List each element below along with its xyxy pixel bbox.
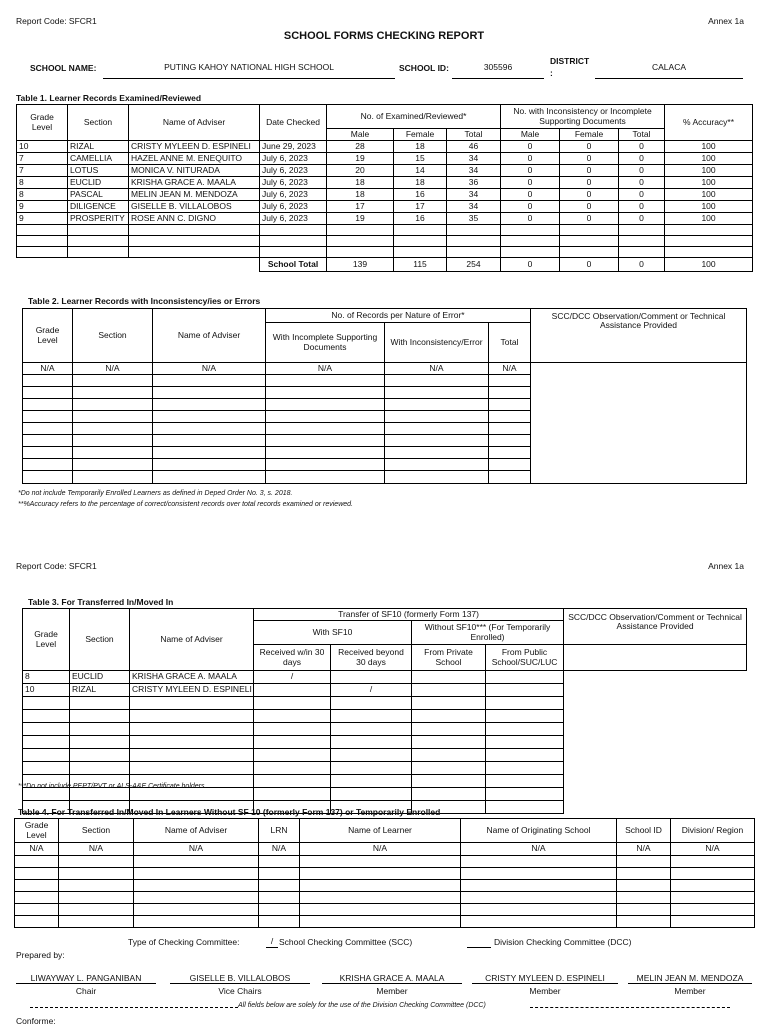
table-row [15, 843, 755, 856]
t1-cell: 18 [327, 189, 394, 201]
t1-total-total: 254 [447, 258, 501, 272]
note-3: ***Do not include PEPT/PVT or ALS-A&E Certificate holders. [18, 783, 207, 790]
t2-cell: N/A [489, 363, 531, 375]
school-id-label: SCHOOL ID: [399, 63, 449, 73]
t1-cell: 18 [327, 177, 394, 189]
t1-header-grade: Grade Level [17, 105, 68, 141]
scc-label: School Checking Committee (SCC) [279, 937, 413, 947]
t1-cell: GISELLE B. VILLALOBOS [129, 201, 260, 213]
t1-cell: 46 [447, 141, 501, 153]
t3-cell: / [254, 671, 331, 684]
t2-cell: N/A [153, 363, 266, 375]
t1-cell: 0 [501, 189, 560, 201]
t1-cell: July 6, 2023 [260, 201, 327, 213]
t1-cell: 18 [394, 141, 447, 153]
t1-cell: EUCLID [68, 177, 129, 189]
page-title: SCHOOL FORMS CHECKING REPORT [283, 30, 485, 42]
district-label: DISTRICT [550, 56, 590, 66]
school-id-field: 305596 [452, 62, 544, 79]
t3-header-grade: Grade Level [23, 609, 70, 671]
dcc-divider-left [30, 1007, 238, 1008]
table-row [17, 189, 753, 201]
t1-cell: 19 [327, 213, 394, 225]
signatory-name: GISELLE B. VILLALOBOS [170, 973, 310, 984]
t1-cell: 16 [394, 213, 447, 225]
t4-header-origin-school: Name of Originating School [461, 819, 617, 843]
t2-cell: N/A [266, 363, 385, 375]
t1-cell: 0 [619, 153, 665, 165]
t1-total-inc-female: 0 [560, 258, 619, 272]
t1-cell: 10 [17, 141, 68, 153]
table1 [16, 104, 753, 272]
t1-header-date: Date Checked [260, 105, 327, 141]
t1-header-total: Total [619, 129, 665, 141]
t3-cell: 8 [23, 671, 70, 684]
t1-cell: 16 [394, 189, 447, 201]
t1-cell: 17 [327, 201, 394, 213]
t1-cell: 0 [619, 141, 665, 153]
t3-cell: RIZAL [70, 684, 130, 697]
t1-header-adviser: Name of Adviser [129, 105, 260, 141]
signatory-name: KRISHA GRACE A. MAALA [322, 973, 462, 984]
t2-header-total: Total [489, 323, 531, 363]
t1-cell: 0 [560, 165, 619, 177]
t1-cell: 15 [394, 153, 447, 165]
t4-header-section: Section [59, 819, 134, 843]
t1-cell: 0 [619, 165, 665, 177]
signatory-role: Member [674, 986, 706, 996]
t1-cell: 34 [447, 153, 501, 165]
t2-header-section: Section [73, 309, 153, 363]
table-row [23, 363, 747, 375]
t1-cell: 9 [17, 201, 68, 213]
signatory-role: Vice Chairs [218, 986, 262, 996]
signatory-name: LIWAYWAY L. PANGANIBAN [16, 973, 156, 984]
t1-total-row [17, 258, 753, 272]
t1-cell: 34 [447, 189, 501, 201]
t1-cell: 0 [501, 177, 560, 189]
t1-cell: MONICA V. NITURADA [129, 165, 260, 177]
t4-header-adviser: Name of Adviser [134, 819, 259, 843]
t1-cell: 14 [394, 165, 447, 177]
t1-cell: 0 [619, 201, 665, 213]
scc-checkbox[interactable]: / [266, 936, 278, 948]
t1-total-label: School Total [260, 258, 327, 272]
t1-cell: 0 [560, 213, 619, 225]
table2 [22, 308, 747, 484]
t1-cell: PASCAL [68, 189, 129, 201]
t1-cell: 7 [17, 153, 68, 165]
table-row [17, 165, 753, 177]
t1-cell: KRISHA GRACE A. MAALA [129, 177, 260, 189]
signatory-name: CRISTY MYLEEN D. ESPINELI [472, 973, 618, 984]
t3-cell: CRISTY MYLEEN D. ESPINELI [130, 684, 254, 697]
committee-label: Type of Checking Committee: [128, 937, 240, 947]
t1-cell: CRISTY MYLEEN D. ESPINELI [129, 141, 260, 153]
t1-header-accuracy: % Accuracy** [665, 105, 753, 141]
table3-title: Table 3. For Transferred In/Moved In [28, 597, 174, 607]
t4-cell: N/A [300, 843, 461, 856]
t2-cell: N/A [23, 363, 73, 375]
signatory-name: MELIN JEAN M. MENDOZA [628, 973, 752, 984]
t1-cell: 0 [619, 213, 665, 225]
signatory-role: Member [529, 986, 561, 996]
t4-cell: N/A [461, 843, 617, 856]
t1-total-accuracy: 100 [665, 258, 753, 272]
t3-header-private: From Private School [412, 645, 486, 671]
t3-cell [331, 671, 412, 684]
t1-header-female: Female [394, 129, 447, 141]
t1-cell: 9 [17, 213, 68, 225]
dcc-label: Division Checking Committee (DCC) [494, 937, 632, 947]
t2-cell: N/A [385, 363, 489, 375]
t1-header-section: Section [68, 105, 129, 141]
t1-cell: 28 [327, 141, 394, 153]
t1-cell: 17 [394, 201, 447, 213]
t4-header-grade: Grade Level [15, 819, 59, 843]
t1-cell: 34 [447, 165, 501, 177]
table-row [23, 684, 747, 697]
t3-cell: KRISHA GRACE A. MAALA [130, 671, 254, 684]
t1-total-inc-total: 0 [619, 258, 665, 272]
t2-header-incomplete: With Incomplete Supporting Documents [266, 323, 385, 363]
t3-cell: EUCLID [70, 671, 130, 684]
conforme-label: Conforme: [16, 1016, 56, 1026]
t2-header-nature: No. of Records per Nature of Error* [266, 309, 531, 323]
table1-title: Table 1. Learner Records Examined/Reviewed [16, 93, 202, 103]
t1-cell: 0 [501, 153, 560, 165]
t1-cell: July 6, 2023 [260, 189, 327, 201]
t1-cell: 0 [619, 177, 665, 189]
t2-header-grade: Grade Level [23, 309, 73, 363]
t4-header-lrn: LRN [259, 819, 300, 843]
t3-header-beyond: Received beyond 30 days [331, 645, 412, 671]
t1-cell: 100 [665, 189, 753, 201]
t1-cell: July 6, 2023 [260, 153, 327, 165]
t1-cell: MELIN JEAN M. MENDOZA [129, 189, 260, 201]
t1-cell: 18 [394, 177, 447, 189]
annex-label-2: Annex 1a [708, 561, 744, 571]
school-name-field: PUTING KAHOY NATIONAL HIGH SCHOOL [103, 62, 395, 79]
t1-cell: CAMELLIA [68, 153, 129, 165]
signatory-role: Chair [75, 986, 97, 996]
t4-header-learner: Name of Learner [300, 819, 461, 843]
t4-cell: N/A [259, 843, 300, 856]
table-row [17, 153, 753, 165]
t1-cell: 19 [327, 153, 394, 165]
t1-cell: July 6, 2023 [260, 213, 327, 225]
t1-total-male: 139 [327, 258, 394, 272]
t1-cell: June 29, 2023 [260, 141, 327, 153]
t3-cell [412, 684, 486, 697]
table-row [17, 201, 753, 213]
t1-cell: 0 [501, 201, 560, 213]
t3-header-observation: SCC/DCC Observation/Comment or Technical Assistance Provided [564, 609, 747, 645]
t3-cell: 10 [23, 684, 70, 697]
t1-cell: PROSPERITY [68, 213, 129, 225]
t1-cell: 8 [17, 177, 68, 189]
t1-total-inc-male: 0 [501, 258, 560, 272]
t1-cell: 100 [665, 165, 753, 177]
t4-cell: N/A [59, 843, 134, 856]
t3-header-within: Received w/in 30 days [254, 645, 331, 671]
t3-cell [486, 684, 564, 697]
t1-cell: 36 [447, 177, 501, 189]
t3-header-with-sf10: With SF10 [254, 621, 412, 645]
t1-cell: 100 [665, 141, 753, 153]
t2-header-adviser: Name of Adviser [153, 309, 266, 363]
t1-cell: 34 [447, 201, 501, 213]
t3-cell: / [331, 684, 412, 697]
t4-cell: N/A [671, 843, 755, 856]
dcc-divider-right [530, 1007, 730, 1008]
t1-header-female: Female [560, 129, 619, 141]
t1-cell: ROSE ANN C. DIGNO [129, 213, 260, 225]
t1-cell: 20 [327, 165, 394, 177]
t3-header-without-sf10: Without SF10*** (For Temporarily Enrolled) [412, 621, 564, 645]
t1-header-male: Male [501, 129, 560, 141]
table4-title: Table 4. For Transferred In/Moved In Learners Without SF 10 (formerly Form 137) or Temporarily Enrolled [18, 807, 441, 817]
school-name-label: SCHOOL NAME: [30, 63, 97, 73]
t1-cell: 100 [665, 177, 753, 189]
t2-header-observation: SCC/DCC Observation/Comment or Technical Assistance Provided [531, 309, 747, 363]
t1-cell: July 6, 2023 [260, 177, 327, 189]
t1-cell: 0 [501, 213, 560, 225]
t2-cell: N/A [73, 363, 153, 375]
note-2: **%Accuracy refers to the percentage of correct/consistent records over total records examined or reviewed. [18, 501, 353, 508]
t4-header-school-id: School ID [617, 819, 671, 843]
t1-header-examined: No. of Examined/Reviewed* [327, 105, 501, 129]
t1-cell: 100 [665, 153, 753, 165]
t4-header-division: Division/ Region [671, 819, 755, 843]
t1-cell: HAZEL ANNE M. ENEQUITO [129, 153, 260, 165]
t1-cell: 0 [501, 165, 560, 177]
t1-header-inconsistency: No. with Inconsistency or Incomplete Supporting Documents [501, 105, 665, 129]
t1-total-female: 115 [394, 258, 447, 272]
table4 [14, 818, 755, 928]
t1-header-total: Total [447, 129, 501, 141]
district-colon: : [550, 68, 553, 78]
t2-header-inconsistency: With Inconsistency/Error [385, 323, 489, 363]
t1-cell: 0 [560, 177, 619, 189]
t3-cell [254, 684, 331, 697]
t1-cell: 35 [447, 213, 501, 225]
t1-cell: 100 [665, 201, 753, 213]
t1-cell: 8 [17, 189, 68, 201]
t3-header-adviser: Name of Adviser [130, 609, 254, 671]
table-row [23, 671, 747, 684]
t1-cell: 0 [560, 201, 619, 213]
district-field: CALACA [595, 62, 743, 79]
prepared-by-label: Prepared by: [16, 950, 65, 960]
t1-cell: LOTUS [68, 165, 129, 177]
t1-cell: July 6, 2023 [260, 165, 327, 177]
t3-cell [486, 671, 564, 684]
t3-header-public: From Public School/SUC/LUC [486, 645, 564, 671]
t1-cell: RIZAL [68, 141, 129, 153]
t3-header-transfer: Transfer of SF10 (formerly Form 137) [254, 609, 564, 621]
annex-label: Annex 1a [708, 16, 744, 26]
t4-cell: N/A [15, 843, 59, 856]
t1-cell: 0 [560, 141, 619, 153]
t1-cell: 0 [560, 153, 619, 165]
table-row [17, 177, 753, 189]
dcc-checkbox[interactable] [467, 936, 491, 948]
t4-cell: N/A [134, 843, 259, 856]
t1-cell: 100 [665, 213, 753, 225]
signatory-role: Member [376, 986, 408, 996]
t1-cell: 0 [619, 189, 665, 201]
t1-header-male: Male [327, 129, 394, 141]
t1-cell: 0 [560, 189, 619, 201]
note-1: *Do not include Temporarily Enrolled Learners as defined in Deped Order No. 3, s. 2018. [18, 490, 293, 497]
t3-header-section: Section [70, 609, 130, 671]
report-code: Report Code: SFCR1 [16, 16, 97, 26]
report-code-2: Report Code: SFCR1 [16, 561, 97, 571]
table-row [17, 141, 753, 153]
dcc-note: All fields below are solely for the use of the Division Checking Committee (DCC) [238, 1002, 486, 1009]
table2-title: Table 2. Learner Records with Inconsistency/ies or Errors [28, 296, 261, 306]
table-row [17, 213, 753, 225]
t1-cell: 0 [501, 141, 560, 153]
t3-cell [412, 671, 486, 684]
t1-cell: 7 [17, 165, 68, 177]
t4-cell: N/A [617, 843, 671, 856]
t1-cell: DILIGENCE [68, 201, 129, 213]
